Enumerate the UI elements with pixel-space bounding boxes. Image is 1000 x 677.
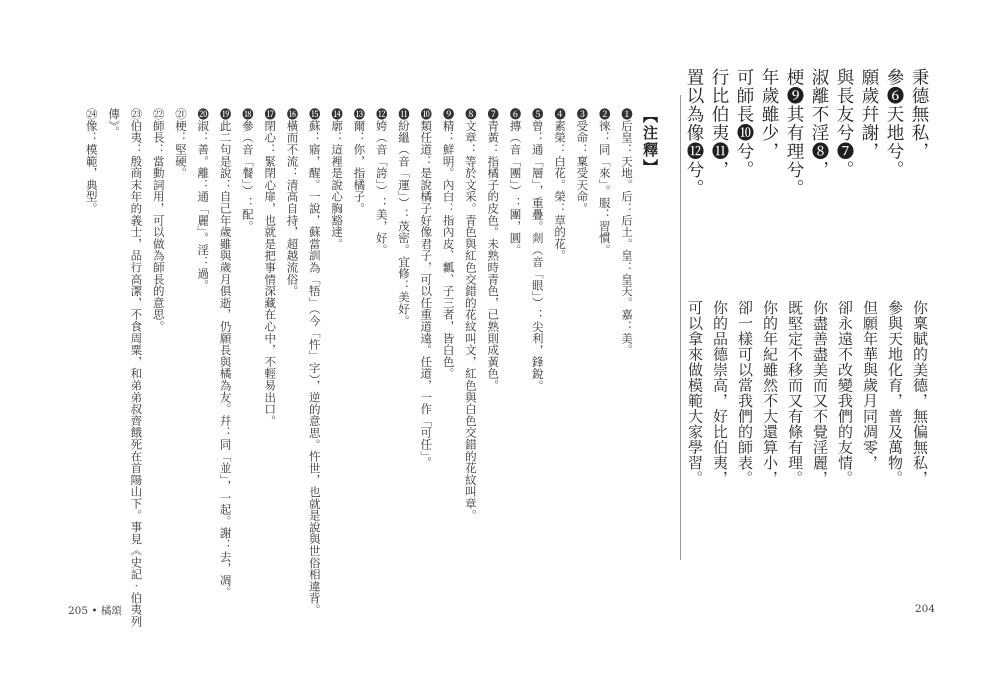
translation-line: 可以拿來做模範大家學習。	[686, 300, 704, 486]
poem-line: 可師長❿兮。	[734, 68, 754, 179]
page-number-right: 204	[915, 603, 936, 615]
note-line: ❶后皇：天地。后：后土。皇：皇天。嘉：美。	[620, 108, 634, 356]
note-line: ⓲參（音「餐」）：配。	[240, 108, 255, 233]
note-line: ❽文章：等於文采。青色與紅色交錯的花紋叫文，紅色與白色交錯的花紋叫章。	[463, 108, 478, 521]
note-line: ❻摶（音「團」）：團，圓。	[508, 108, 523, 256]
poem-line: 梗❾其有理兮。	[784, 68, 804, 198]
poem-line: 淑離不淫❽，	[809, 68, 829, 179]
note-line: ❺曾：通「層」，重疊。剡（音「眼」）：尖利，鋒銳。	[530, 108, 545, 392]
note-line: ⓳此二句是說：自己年歲雖與歲月俱逝，仍願長與橘為友。幷：同「並」，一起。謝：去，凋。	[218, 108, 233, 598]
note-line: ❹素榮：白花。榮：草的花。	[553, 108, 568, 262]
note-line: ⓰橫而不流：清高自持，超越流俗。	[285, 108, 300, 297]
note-line: ❸受命：稟受天命。	[575, 108, 590, 215]
translation-line: 你的年紀雖然不大還算小，	[761, 300, 779, 486]
note-line: ㉑梗：堅硬。	[174, 108, 188, 179]
note-line: ❷徠：同「來」。服：習慣。	[597, 108, 612, 256]
translation-line: 卻永遠不改變我們的友情。	[836, 300, 854, 486]
note-line: ⓱閉心：緊閉心扉，也就是把事情深藏在心中，不輕易出口。	[263, 108, 278, 427]
note-line: ❼青黃：指橘子的皮色。未熟時青色，已熟則成黃色。	[486, 108, 501, 392]
poem-line: 秉德無私，	[909, 68, 929, 161]
note-line: ⓬姱（音「誇」）：美，好。	[374, 108, 389, 256]
poem-line: 願歲幷謝，	[859, 68, 879, 161]
translation-line: 既堅定不移而又有條有理。	[786, 300, 804, 486]
note-line: ❾精：鮮明。內白：指內皮、瓤、子三者，皆白色。	[441, 108, 456, 380]
translation-line: 卻一樣可以當我們的師表。	[736, 300, 754, 486]
poem-line: 置以為像⓬兮。	[684, 68, 704, 198]
note-line: ⓭爾：你，指橘子。	[352, 108, 367, 215]
note-line: ⓯蘇：寤，醒。一說，蘇當訓為「牾」（今「忤」字），逆的意思。忤世，也就是說與世俗相違背。	[307, 108, 322, 616]
notes-heading: 【注釋】	[641, 108, 659, 176]
poem-line: 參❻天地兮。	[884, 68, 904, 179]
note-line: 傳》。	[107, 108, 122, 138]
poem-line: 行比伯夷⓫，	[709, 68, 729, 179]
page-running-footer-left: 205 • 橘頌	[68, 605, 122, 617]
translation-line: 你盡善盡美而又不覺淫麗，	[811, 300, 829, 486]
note-line: ㉒師長：當動詞用，可以做為師長的意思。	[151, 108, 166, 333]
poem-line: 年歲雖少，	[759, 68, 779, 161]
translation-line: 參與天地化育，普及萬物。	[886, 300, 904, 486]
note-line: ㉔像：模範，典型。	[84, 108, 99, 215]
right-page	[500, 0, 1000, 677]
translation-line: 但願年華與歲月同凋零，	[861, 300, 879, 471]
poem-line: 與長友兮❼。	[834, 68, 854, 179]
note-line: ⓮廓：這裡是說心胸豁達。	[330, 108, 345, 250]
note-line: ❿類任道：是說橘子好像君子，可以任重道遠。任道，一作「可任」。	[419, 108, 434, 469]
note-line: ⓴淑：善。離：通「麗」。淫：過。	[196, 108, 211, 292]
translation-line: 你的品德崇高，好比伯夷，	[711, 300, 729, 486]
column-divider	[680, 95, 681, 560]
note-line: ⓫紛縕（音「運」）：茂密。宜修：美好。	[397, 108, 411, 327]
translation-line: 你稟賦的美德，無偏無私，	[911, 300, 929, 486]
note-line: ㉓伯夷：殷商末年的義士，品行高潔，不食周粟，和弟弟叔齊餓死在首陽山下。事見《史記‧伯夷列	[129, 108, 144, 628]
